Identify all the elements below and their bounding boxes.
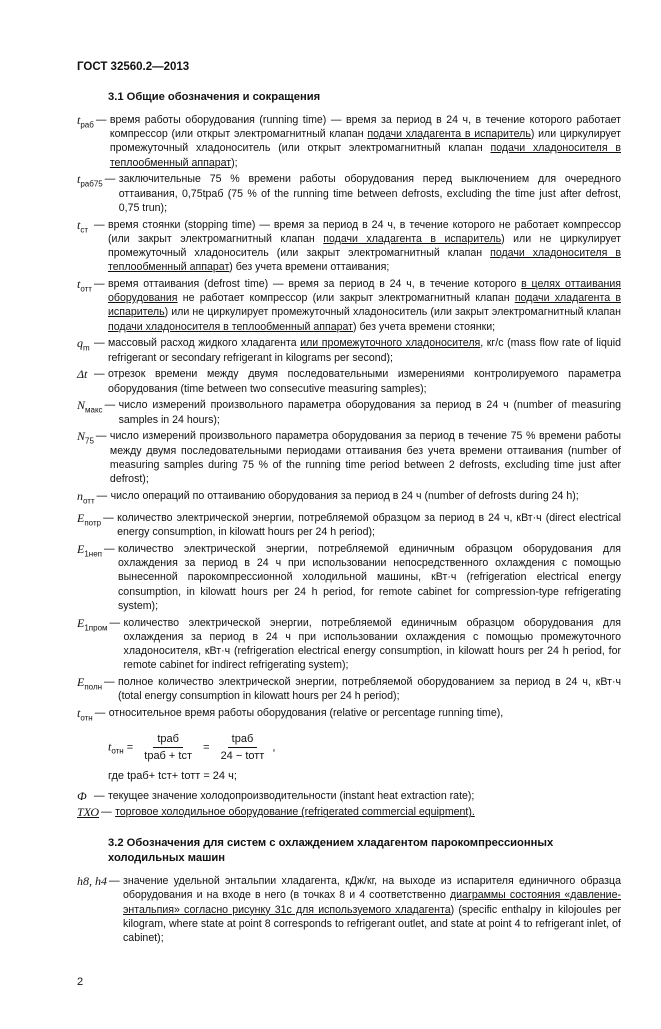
symbol-base: t xyxy=(77,277,81,292)
symbol-base: E xyxy=(77,511,85,526)
definition-text xyxy=(118,675,621,703)
definition-text xyxy=(109,706,621,726)
underlined-text: подачи хладагента в испаритель xyxy=(367,128,531,141)
text-segment: ) (specific enthalpy in kilojoules per kilogram, where state at point 8 corresponds to refrigerant outlet, and state at point 4 to refrigerant inlet, of cabinet); xyxy=(123,903,621,945)
definition-text xyxy=(119,398,621,426)
definition-dash: — xyxy=(96,489,108,502)
page-number: 2 xyxy=(77,976,84,989)
symbol-subscript: 1неп xyxy=(84,549,102,559)
definition-item xyxy=(77,398,621,426)
fraction-1-den: tраб + tст xyxy=(144,749,192,762)
definition-item xyxy=(77,675,621,703)
formula-tail: , xyxy=(272,741,276,754)
symbol-base: h8, h4 xyxy=(77,874,107,889)
symbol-base: t xyxy=(77,217,81,232)
definition-symbol xyxy=(77,277,94,334)
symbol-base: t xyxy=(77,113,81,127)
definition-symbol xyxy=(77,336,94,364)
text-segment: ) или не циркулирует промежуточный хладоноситель (или закрыт электромагнитный клапан xyxy=(108,232,621,260)
definition-symbol xyxy=(77,367,94,395)
definition-text xyxy=(118,542,621,613)
definition-item xyxy=(77,218,621,275)
symbol-base: E xyxy=(77,542,85,557)
text-segment: заключительные 75 % времени работы оборудования перед выключением для очередного оттаивания, 0,75tраб (75 % of the running time between defrosts, excluding the time just after defrost, 0,75 trun); xyxy=(118,173,621,214)
symbol-base: N xyxy=(77,398,86,413)
symbol-subscript: 1пром xyxy=(84,623,108,633)
underlined-text: или промежуточного хладоносителя xyxy=(300,337,481,350)
text-segment: значение удельной энтальпии хладагента, кДж/кг, на выходе из испарителя единичного образца оборудования и на входе в него (в точках 8 и 4 соответственно xyxy=(123,875,621,902)
definition-symbol xyxy=(77,218,94,275)
text-segment: время стоянки (stopping time) — время за период в 24 ч, в течение которого не работает компрессор (или закрыт электромагнитный клапан xyxy=(108,218,621,245)
definition-item xyxy=(77,789,621,803)
definition-item xyxy=(77,113,621,170)
definition-dash: — xyxy=(104,543,115,556)
formula-lhs: t xyxy=(108,739,112,754)
definition-dash: — xyxy=(109,616,121,629)
text-segment: время работы оборудования (running time) — время за период в 24 ч, в течение которого работает компрессор (или открыт электромагнитный клапан xyxy=(109,114,621,141)
text-segment: число измерений произвольного параметра оборудования за период в 24 ч (number of measuring samples in 24 hours); xyxy=(118,399,621,426)
symbol-subscript: m xyxy=(83,343,90,353)
underlined-text: подачи хладагента в испаритель xyxy=(323,232,502,245)
formula-eq: = xyxy=(126,741,134,754)
symbol-subscript: отт xyxy=(83,496,95,506)
text-segment: полное количество электрической энергии, потребляемой оборудованием за период в 24 ч, кВт·ч (total energy consumption in kilowatt hours per 24 h period); xyxy=(118,676,621,703)
symbol-subscript: 75 xyxy=(85,436,94,446)
formula-eq-2: = xyxy=(203,741,210,754)
definition-item xyxy=(77,172,621,215)
symbol-base: t xyxy=(77,706,81,721)
symbol-subscript: полн xyxy=(84,682,103,692)
symbol-base: n xyxy=(77,488,83,503)
formula-where: где tраб+ tст+ tотт = 24 ч; xyxy=(108,769,237,782)
definition-text xyxy=(110,429,621,486)
symbol-subscript: ст xyxy=(80,225,89,234)
definitions-list-2 xyxy=(77,789,621,820)
definition-symbol xyxy=(77,489,97,509)
text-segment: не работает компрессор (или закрыт электромагнитный клапан xyxy=(177,292,515,305)
text-segment: текущее значение холодопроизводительности (instant heat extraction rate); xyxy=(108,789,475,802)
symbol-base: t xyxy=(77,172,81,187)
definition-symbol xyxy=(77,675,104,703)
symbol-subscript: раб xyxy=(80,120,94,130)
symbol-base: ТХО xyxy=(77,805,100,820)
definition-dash: — xyxy=(94,707,106,720)
definition-dash: — xyxy=(104,676,115,689)
definition-symbol xyxy=(77,542,104,613)
definition-dash: — xyxy=(95,114,107,126)
definition-item xyxy=(77,277,621,334)
symbol-subscript: макс xyxy=(85,405,103,415)
symbol-base: Ф xyxy=(77,788,87,803)
definition-dash: — xyxy=(94,789,105,802)
fraction-2-den: 24 − tотт xyxy=(220,749,265,762)
text-segment: ) без учета времени стоянки; xyxy=(353,320,496,333)
symbol-subscript: потр xyxy=(84,518,102,528)
definition-text xyxy=(108,218,621,275)
fraction-2 xyxy=(217,732,269,763)
symbol-base: Δt xyxy=(77,367,88,382)
definition-item xyxy=(77,336,621,364)
definition-symbol xyxy=(77,805,101,819)
definition-dash: — xyxy=(104,399,116,412)
underlined-text: торговое холодильное оборудование (refrigerated commercial equipment). xyxy=(115,806,475,819)
definition-symbol xyxy=(77,706,95,726)
definitions-list-1 xyxy=(77,113,621,726)
symbol-subscript: отн xyxy=(80,713,93,723)
definition-symbol xyxy=(77,398,105,426)
text-segment: массовый расход жидкого хладагента xyxy=(108,337,301,350)
text-segment: число измерений произвольного параметра оборудования за период в течение 75 % времени работы между двумя последовательными периодами оттаивания без учета времени оттаивания (number of measuring samples during 75 % of the running time period between 2 defrosts, excluding time just after defrost); xyxy=(109,430,621,486)
definition-dash: — xyxy=(94,368,105,381)
underlined-text: подачи хладагента в испаритель xyxy=(108,292,621,319)
symbol-base: E xyxy=(77,675,85,690)
underlined-text: подачи хладоносителя в теплообменный аппарат xyxy=(109,142,622,169)
underlined-text: диаграммы состояния «давление-энтальпия» согласно рисунку 31с для используемого хладагента xyxy=(123,889,621,916)
definition-text xyxy=(115,805,621,819)
definition-dash: — xyxy=(94,218,105,231)
definition-text xyxy=(111,489,621,509)
symbol-subscript: отт xyxy=(80,284,92,294)
formula-relative-time xyxy=(108,732,621,783)
text-segment: количество электрической энергии, потребляемой единичным образцом оборудования для охлаждения за период в 24 ч при использовании непосредственного охлаждения с помощью вынесенной парокомпрессионной холодильной машины, кВт·ч (refrigeration electrical energy consumption, in kilowatt hours per 24 h period, for remote cabinet for compression-type refrigerating system); xyxy=(118,543,621,612)
text-segment: время оттаивания (defrost time) — время за период в 24 ч, в течение которого xyxy=(108,278,522,291)
symbol-subscript: раб75 xyxy=(80,179,103,189)
text-segment: , кг/с (mass flow rate of liquid refrigerant or secondary refrigerant in kilograms per second); xyxy=(108,337,621,364)
definition-text xyxy=(108,367,621,395)
definition-dash: — xyxy=(101,806,112,819)
fraction-2-num: tраб xyxy=(228,732,258,748)
definition-text xyxy=(124,616,621,673)
definition-item xyxy=(77,805,621,819)
text-segment: отрезок времени между двумя последовательными измерениями контролируемого параметра оборудования (time between two consecutive measuring samples); xyxy=(108,368,621,395)
fraction-1 xyxy=(140,732,196,763)
underlined-text: подачи хладоносителя в теплообменный аппарат xyxy=(108,320,354,333)
definition-symbol xyxy=(77,511,103,539)
definition-item xyxy=(77,489,621,509)
text-segment: относительное время работы оборудования (relative or percentage running time), xyxy=(108,707,504,720)
formula-lhs-sub: отн xyxy=(111,746,124,756)
text-segment: ) без учета времени оттаивания; xyxy=(229,261,390,274)
definition-dash: — xyxy=(109,875,120,888)
definition-dash: — xyxy=(104,173,116,186)
symbol-base: N xyxy=(77,429,86,444)
definition-dash: — xyxy=(94,337,105,350)
section-3-2-title: 3.2 Обозначения для систем с охлаждением хладагентом парокомпрессионных холодильных машин xyxy=(108,837,554,865)
definition-symbol xyxy=(77,113,96,170)
definition-text xyxy=(108,277,621,334)
section-3-1-title: 3.1 Общие обозначения и сокращения xyxy=(108,91,321,103)
symbol-base: q xyxy=(77,336,83,351)
definition-dash: — xyxy=(103,512,114,525)
definition-text xyxy=(119,172,621,215)
definition-item xyxy=(77,367,621,395)
definition-item xyxy=(77,616,621,673)
definition-symbol xyxy=(77,616,110,673)
definition-text xyxy=(117,511,621,539)
definition-symbol xyxy=(77,172,105,215)
document-header: ГОСТ 32560.2—2013 xyxy=(77,61,190,73)
definition-item xyxy=(77,542,621,613)
definition-item xyxy=(77,429,621,486)
text-segment: количество электрической энергии, потребляемой образцом за период в 24 ч, кВт·ч (direct electrical energy consumption, in kilowatt hours per 24 h period); xyxy=(117,512,621,539)
definition-dash: — xyxy=(94,278,105,291)
text-segment: ) или циркулирует промежуточный хладоноситель (или открыт электромагнитный клапан xyxy=(109,128,621,155)
symbol-base: E xyxy=(77,615,85,630)
definition-dash: — xyxy=(95,430,107,443)
definition-symbol xyxy=(77,429,96,486)
definition-text xyxy=(108,789,621,803)
definition-text xyxy=(108,336,621,364)
definition-text xyxy=(110,113,621,170)
fraction-1-num: tраб xyxy=(153,732,183,748)
underlined-text: подачи хладоносителя в теплообменный аппарат xyxy=(108,247,621,274)
text-segment: ) или не циркулирует промежуточный хладоноситель (или закрыт электромагнитный клапан xyxy=(164,306,621,319)
spacer xyxy=(77,822,621,836)
text-segment: ); xyxy=(231,156,238,169)
definition-item xyxy=(77,511,621,539)
definition-item xyxy=(77,706,621,726)
underlined-text: в целях оттаивания оборудования xyxy=(108,278,621,305)
definition-symbol xyxy=(77,789,94,803)
text-segment: число операций по оттаиванию оборудования за период в 24 ч (number of defrosts during 24 h); xyxy=(110,489,579,502)
text-segment: количество электрической энергии, потребляемой единичным образцом оборудования для охлаждения за период в 24 ч при использовании охлаждения с помощью промежуточного хладоносителя, кВт·ч (refrigeration electrical energy consumption, in kilowatt hours per 24 h period, for remote cabinet for indirect refrigerating system); xyxy=(123,616,621,672)
